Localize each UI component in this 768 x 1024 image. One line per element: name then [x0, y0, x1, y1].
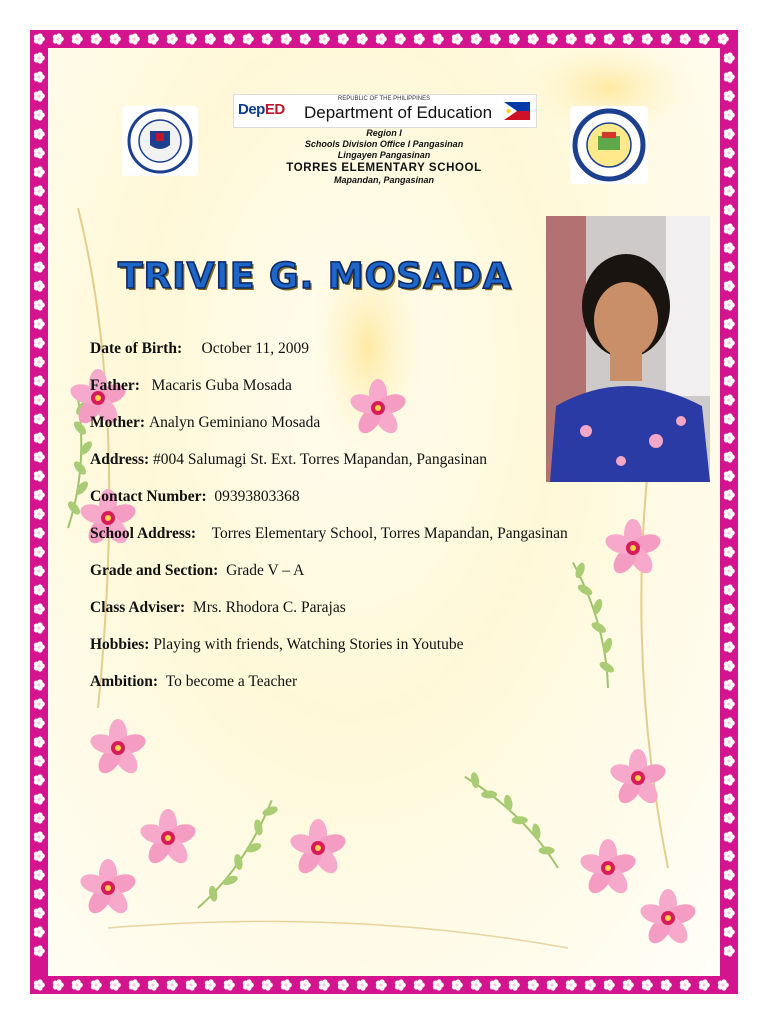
- border-flower-dot: [34, 147, 45, 158]
- city-text: Lingayen Pangasinan: [337, 150, 431, 160]
- border-flower-dot: [724, 128, 735, 139]
- border-flower-dot: [528, 979, 539, 990]
- border-flower-dot: [34, 641, 45, 652]
- border-flower-dot: [680, 33, 691, 44]
- border-flower-dot: [34, 508, 45, 519]
- border-flower-dot: [724, 679, 735, 690]
- border-flower-dot: [34, 793, 45, 804]
- border-flower-dot: [724, 641, 735, 652]
- border-flower-dot: [34, 261, 45, 272]
- border-flower-dot: [376, 979, 387, 990]
- border-flower-dot: [281, 979, 292, 990]
- border-flower-dot: [724, 432, 735, 443]
- border-flower-dot: [680, 979, 691, 990]
- info-mother: [90, 414, 320, 432]
- border-flower-dot: [262, 979, 273, 990]
- border-flower-dot: [724, 52, 735, 63]
- border-flower-dot: [724, 812, 735, 823]
- border-flower-dot: [34, 451, 45, 462]
- border-flower-dot: [623, 979, 634, 990]
- philippine-flag-icon: [504, 102, 530, 120]
- info-ambition: [90, 673, 297, 691]
- department-title: Department of Education: [304, 103, 493, 122]
- border-flower-dot: [34, 413, 45, 424]
- border-flower-dot: [34, 242, 45, 253]
- border-flower-dot: [547, 33, 558, 44]
- border-flower-dot: [724, 527, 735, 538]
- floral-decoration: [48, 48, 720, 976]
- border-flower-dot: [34, 318, 45, 329]
- border-flower-dot: [34, 717, 45, 728]
- profile-card: [48, 48, 720, 976]
- border-flower-dot: [34, 280, 45, 291]
- border-flower-dot: [724, 299, 735, 310]
- border-flower-dot: [724, 166, 735, 177]
- border-flower-dot: [205, 979, 216, 990]
- info-label: Hobbies:: [90, 636, 150, 653]
- border-flower-dot: [718, 979, 729, 990]
- border-flower-dot: [471, 979, 482, 990]
- border-flower-dot: [338, 979, 349, 990]
- info-value: October 11, 2009: [201, 340, 309, 357]
- border-flower-dot: [471, 33, 482, 44]
- border-flower-dot: [699, 979, 710, 990]
- border-flower-dot: [724, 413, 735, 424]
- info-father: [90, 377, 292, 395]
- border-flower-dot: [34, 736, 45, 747]
- border-flower-dot: [34, 888, 45, 899]
- info-label: School Address:: [90, 525, 197, 542]
- border-flower-dot: [281, 33, 292, 44]
- border-flower-dot: [724, 755, 735, 766]
- info-date-of-birth: [90, 340, 309, 358]
- border-flower-dot: [528, 33, 539, 44]
- border-flower-dot: [490, 33, 501, 44]
- border-flower-dot: [34, 584, 45, 595]
- border-flower-dot: [34, 356, 45, 367]
- border-flower-dot: [661, 33, 672, 44]
- border-flower-dot: [414, 979, 425, 990]
- deped-banner: [233, 94, 537, 128]
- border-flower-dot: [34, 831, 45, 842]
- deped-seal-logo: [122, 106, 198, 176]
- border-flower-dot: [604, 979, 615, 990]
- border-flower-dot: [34, 52, 45, 63]
- border-flower-dot: [34, 223, 45, 234]
- info-label: Class Adviser:: [90, 599, 186, 616]
- border-flower-dot: [661, 979, 672, 990]
- border-flower-dot: [262, 33, 273, 44]
- border-flower-dot: [34, 660, 45, 671]
- border-flower-dot: [724, 584, 735, 595]
- border-flower-dot: [34, 698, 45, 709]
- border-flower-dot: [699, 33, 710, 44]
- border-flower-dot: [585, 979, 596, 990]
- info-label: Date of Birth:: [90, 340, 183, 357]
- division-text: Schools Division Office I Pangasinan: [304, 139, 464, 149]
- border-flower-dot: [72, 979, 83, 990]
- border-flower-dot: [604, 33, 615, 44]
- border-flower-dot: [547, 979, 558, 990]
- border-flower-dot: [300, 979, 311, 990]
- border-flower-dot: [585, 33, 596, 44]
- border-flower-dot: [53, 33, 64, 44]
- border-flower-dot: [724, 356, 735, 367]
- border-flower-dot: [724, 185, 735, 196]
- border-flower-dot: [167, 979, 178, 990]
- border-flower-dot: [319, 979, 330, 990]
- border-flower-dot: [34, 470, 45, 481]
- border-flower-dot: [34, 679, 45, 690]
- info-value: Mrs. Rhodora C. Parajas: [192, 599, 346, 616]
- border-flower-dot: [34, 907, 45, 918]
- border-flower-dot: [724, 888, 735, 899]
- border-flower-dot: [718, 33, 729, 44]
- border-flower-dot: [724, 717, 735, 728]
- info-label: Ambition:: [90, 673, 159, 690]
- info-grade-section: [90, 562, 304, 580]
- border-flower-dot: [724, 508, 735, 519]
- border-flower-dot: [34, 926, 45, 937]
- border-flower-dot: [724, 831, 735, 842]
- info-value: Torres Elementary School, Torres Mapandan, Pangasinan: [211, 525, 568, 542]
- border-flower-dot: [357, 979, 368, 990]
- info-address: [90, 451, 487, 469]
- border-flower-dot: [34, 204, 45, 215]
- border-flower-dot: [724, 280, 735, 291]
- border-flower-dot: [566, 33, 577, 44]
- border-flower-dot: [642, 979, 653, 990]
- region-text: Region I: [366, 128, 402, 138]
- border-flower-dot: [34, 90, 45, 101]
- border-flower-dot: [357, 33, 368, 44]
- border-flower-dot: [34, 166, 45, 177]
- border-flower-dot: [724, 204, 735, 215]
- border-flower-dot: [34, 432, 45, 443]
- school-header: [233, 128, 535, 186]
- border-flower-dot: [34, 565, 45, 576]
- border-flower-dot: [724, 660, 735, 671]
- border-flower-dot: [724, 926, 735, 937]
- border-flower-dot: [395, 33, 406, 44]
- info-label: Contact Number:: [90, 488, 207, 505]
- border-flower-dot: [34, 622, 45, 633]
- border-flower-dot: [72, 33, 83, 44]
- border-flower-dot: [34, 979, 45, 990]
- border-flower-dot: [34, 33, 45, 44]
- info-label: Father:: [90, 377, 140, 394]
- border-flower-dot: [148, 979, 159, 990]
- info-value: Macaris Guba Mosada: [151, 377, 292, 394]
- border-flower-dot: [129, 33, 140, 44]
- border-flower-dot: [724, 793, 735, 804]
- border-flower-dot: [433, 33, 444, 44]
- border-flower-dot: [34, 603, 45, 614]
- border-flower-dot: [724, 242, 735, 253]
- border-flower-dot: [724, 736, 735, 747]
- border-flower-dot: [724, 90, 735, 101]
- info-value: To become a Teacher: [165, 673, 298, 690]
- border-flower-dot: [724, 850, 735, 861]
- border-flower-dot: [34, 71, 45, 82]
- border-flower-dot: [34, 774, 45, 785]
- border-flower-dot: [395, 979, 406, 990]
- border-flower-dot: [724, 869, 735, 880]
- info-school-address: [90, 525, 568, 543]
- border-flower-dot: [724, 945, 735, 956]
- border-flower-dot: [224, 33, 235, 44]
- school-name: TORRES ELEMENTARY SCHOOL: [286, 162, 482, 174]
- border-flower-dot: [91, 979, 102, 990]
- info-contact-number: [90, 488, 300, 506]
- border-flower-dot: [724, 223, 735, 234]
- border-flower-dot: [724, 546, 735, 557]
- border-flower-dot: [205, 33, 216, 44]
- info-value: Analyn Geminiano Mosada: [148, 414, 321, 431]
- info-class-adviser: [90, 599, 346, 617]
- border-flower-dot: [490, 979, 501, 990]
- border-flower-dot: [724, 451, 735, 462]
- school-location: Mapandan, Pangasinan: [333, 175, 435, 185]
- border-flower-dot: [724, 318, 735, 329]
- border-flower-dot: [34, 546, 45, 557]
- border-flower-dot: [724, 774, 735, 785]
- border-flower-dot: [376, 33, 387, 44]
- border-flower-dot: [724, 907, 735, 918]
- border-flower-dot: [167, 33, 178, 44]
- border-flower-dot: [129, 979, 140, 990]
- border-flower-dot: [724, 375, 735, 386]
- border-flower-dot: [724, 565, 735, 576]
- border-flower-dot: [34, 869, 45, 880]
- division-office-seal-logo: [570, 106, 648, 184]
- border-flower-dot: [148, 33, 159, 44]
- border-flower-dot: [186, 979, 197, 990]
- border-flower-dot: [53, 979, 64, 990]
- border-flower-dot: [452, 979, 463, 990]
- border-flower-dot: [91, 33, 102, 44]
- border-flower-dot: [338, 33, 349, 44]
- border-flower-dot: [300, 33, 311, 44]
- info-hobbies: [90, 636, 464, 654]
- border-flower-dot: [186, 33, 197, 44]
- deped-logo: DepED: [238, 101, 285, 118]
- border-flower-dot: [724, 109, 735, 120]
- border-flower-dot: [724, 470, 735, 481]
- info-value: Playing with friends, Watching Stories in Youtube: [153, 636, 464, 653]
- border-flower-dot: [34, 489, 45, 500]
- border-flower-dot: [34, 527, 45, 538]
- student-photo: [546, 216, 710, 482]
- border-flower-dot: [243, 33, 254, 44]
- border-flower-dot: [724, 698, 735, 709]
- border-flower-dot: [34, 185, 45, 196]
- border-flower-dot: [724, 71, 735, 82]
- border-flower-dot: [34, 394, 45, 405]
- border-flower-dot: [34, 755, 45, 766]
- border-flower-dot: [566, 979, 577, 990]
- border-flower-dot: [414, 33, 425, 44]
- border-flower-dot: [509, 979, 520, 990]
- border-flower-dot: [724, 603, 735, 614]
- border-flower-dot: [724, 261, 735, 272]
- border-flower-dot: [34, 299, 45, 310]
- border-flower-dot: [34, 850, 45, 861]
- border-flower-dot: [724, 337, 735, 348]
- border-flower-dot: [724, 489, 735, 500]
- border-flower-dot: [724, 622, 735, 633]
- border-flower-dot: [509, 33, 520, 44]
- info-value: #004 Salumagi St. Ext. Torres Mapandan, Pangasinan: [153, 451, 487, 468]
- info-label: Mother:: [90, 414, 146, 431]
- border-flower-dot: [34, 812, 45, 823]
- border-flower-dot: [724, 394, 735, 405]
- border-flower-dot: [34, 109, 45, 120]
- info-label: Address:: [90, 451, 150, 468]
- border-flower-dot: [642, 33, 653, 44]
- border-flower-dot: [34, 375, 45, 386]
- student-name: TRIVIE G. MOSADA: [118, 256, 512, 297]
- border-flower-dot: [110, 979, 121, 990]
- border-flower-dot: [452, 33, 463, 44]
- border-flower-dot: [224, 979, 235, 990]
- info-label: Grade and Section:: [90, 562, 219, 579]
- border-flower-dot: [34, 945, 45, 956]
- border-flower-dot: [34, 337, 45, 348]
- border-flower-dot: [34, 128, 45, 139]
- info-value: 09393803368: [214, 488, 300, 505]
- border-flower-dot: [433, 979, 444, 990]
- border-flower-dot: [623, 33, 634, 44]
- border-flower-dot: [110, 33, 121, 44]
- republic-text: REPUBLIC OF THE PHILIPPINES: [337, 96, 431, 102]
- info-value: Grade V – A: [226, 562, 305, 579]
- border-flower-dot: [243, 979, 254, 990]
- border-flower-dot: [724, 147, 735, 158]
- border-flower-dot: [319, 33, 330, 44]
